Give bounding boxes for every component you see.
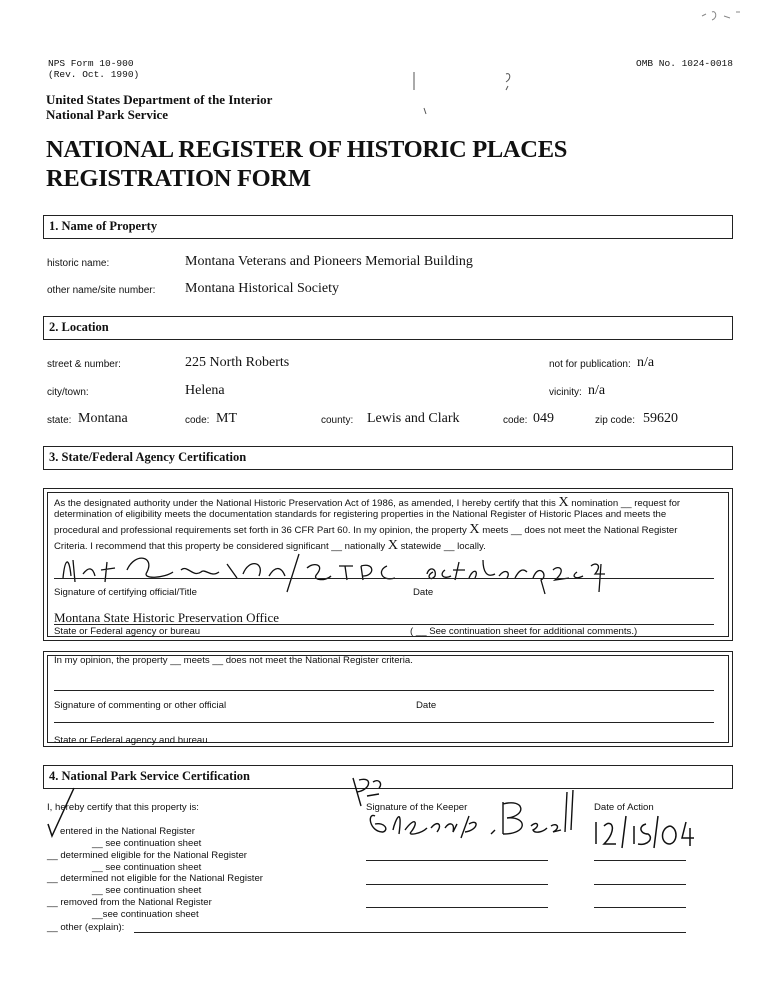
department-name: United States Department of the Interior: [46, 92, 273, 107]
form-title-line2: REGISTRATION FORM: [46, 165, 311, 192]
county-label: county:: [321, 415, 354, 426]
keeper-line-3: [366, 907, 548, 908]
opinion-line: In my opinion, the property __ meets __ does not meet the National Register criteria.: [54, 655, 413, 666]
nomination-mark: X: [558, 495, 569, 510]
section3-heading-box: [43, 446, 733, 470]
item-removed-continuation: __see continuation sheet: [92, 909, 199, 920]
action-line-2: [594, 884, 686, 885]
state-code-label: code:: [185, 415, 210, 426]
county-value: Lewis and Clark: [367, 411, 460, 426]
comment-inner-box: [47, 655, 729, 743]
agency-line: [54, 624, 714, 625]
agency-label: State or Federal agency or bureau: [54, 626, 201, 637]
section1-heading: 1. Name of Property: [49, 219, 158, 233]
zip-label: zip code:: [595, 415, 636, 426]
zip-value: 59620: [643, 411, 678, 426]
item-not-eligible-continuation: __ see continuation sheet: [92, 885, 202, 896]
city-value: Helena: [185, 383, 225, 398]
cert-line-3: procedural and professional requirements set forth in 36 CFR Part 60. In my opinion, the property X meets __ does not meet the National Register: [54, 522, 678, 537]
vicinity-label: vicinity:: [549, 387, 582, 398]
item-not-eligible: __ determined not eligible for the National Register: [47, 873, 263, 884]
corner-mark: [700, 8, 750, 26]
cert-signature-label: Signature of certifying official/Title: [54, 587, 197, 598]
omb-number: OMB No. 1024-0018: [636, 58, 733, 69]
form-revision: (Rev. Oct. 1990): [48, 69, 140, 80]
historic-name-label: historic name:: [47, 258, 110, 269]
keeper-signature: [345, 772, 575, 844]
keeper-label: Signature of the Keeper: [366, 802, 468, 813]
other-name-label: other name/site number:: [47, 285, 156, 296]
action-line-3: [594, 907, 686, 908]
comment-date-label: Date: [416, 700, 437, 711]
other-explain-line: [134, 932, 686, 933]
service-name: National Park Service: [46, 107, 169, 122]
street-label: street & number:: [47, 359, 121, 370]
agency-value: Montana State Historic Preservation Office: [54, 610, 280, 625]
form-title-line1: NATIONAL REGISTER OF HISTORIC PLACES: [46, 136, 568, 163]
action-line-1: [594, 860, 686, 861]
item-other: __ other (explain):: [47, 922, 125, 933]
cert-line-4: Criteria. I recommend that this property be considered significant __ nationally X statewide __ locally.: [54, 538, 486, 553]
item-removed: __ removed from the National Register: [47, 897, 212, 908]
comment-signature-label: Signature of commenting or other official: [54, 700, 227, 711]
nfp-label: not for publication:: [549, 359, 631, 370]
section2-heading-box: [43, 316, 733, 340]
historic-name-value: Montana Veterans and Pioneers Memorial Building: [185, 254, 473, 269]
cert-line-1: As the designated authority under the National Historic Preservation Act of 1986, as amended, I hereby certify that this X nomination __ request for: [54, 495, 681, 510]
comment-agency-label: State or Federal agency and bureau: [54, 735, 208, 746]
nfp-value: n/a: [637, 355, 655, 370]
state-label: state:: [47, 415, 72, 426]
statewide-mark: X: [387, 538, 398, 553]
cert-signature-line: [54, 578, 714, 579]
item-entered: entered in the National Register: [60, 826, 195, 837]
state-value: Montana: [78, 411, 128, 426]
item-eligible-continuation: __ see continuation sheet: [92, 862, 202, 873]
street-value: 225 North Roberts: [185, 355, 290, 370]
city-label: city/town:: [47, 387, 89, 398]
date-of-action-label: Date of Action: [594, 802, 654, 813]
item-entered-continuation: __ see continuation sheet: [92, 838, 202, 849]
county-code-label: code:: [503, 415, 528, 426]
certify-statement: I, hereby certify that this property is:: [47, 802, 199, 813]
continuation-note: ( __ See continuation sheet for additional comments.): [410, 626, 638, 637]
section4-heading: 4. National Park Service Certification: [49, 769, 250, 783]
comment-signature-line: [54, 690, 714, 691]
county-code-value: 049: [533, 411, 554, 426]
entered-check-mark: [44, 786, 84, 842]
meets-mark: X: [469, 522, 480, 537]
other-name-value: Montana Historical Society: [185, 281, 339, 296]
section1-heading-box: [43, 215, 733, 239]
cert-line-2: determination of eligibility meets the documentation standards for registering properties in the National Register of Historic Places and meets the: [54, 509, 667, 520]
form-number: NPS Form 10-900: [48, 58, 134, 69]
date-of-action-handwritten: [590, 812, 700, 852]
section3-heading: 3. State/Federal Agency Certification: [49, 450, 247, 464]
vicinity-value: n/a: [588, 383, 606, 398]
item-eligible: __ determined eligible for the National Register: [47, 850, 247, 861]
keeper-line-2: [366, 884, 548, 885]
keeper-line-1: [366, 860, 548, 861]
comment-agency-line: [54, 722, 714, 723]
scan-marks: [410, 60, 520, 120]
cert-date-label: Date: [413, 587, 434, 598]
state-code-value: MT: [216, 411, 237, 426]
section2-heading: 2. Location: [49, 320, 109, 334]
